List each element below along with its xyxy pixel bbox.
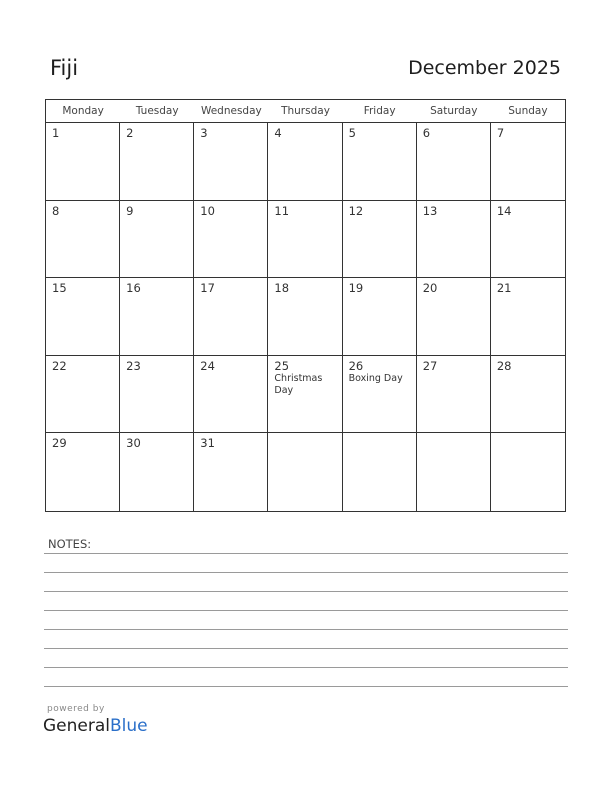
day-number: 29 <box>52 436 67 451</box>
day-cell <box>268 433 342 511</box>
day-number: 13 <box>422 203 438 218</box>
day-cell <box>343 433 417 511</box>
day-number: 26 <box>348 358 364 373</box>
day-cell <box>120 356 194 434</box>
day-cell <box>120 278 194 356</box>
weekday-header: Sunday <box>491 100 565 123</box>
day-cell <box>491 201 565 279</box>
day-cell <box>343 201 417 279</box>
day-cell <box>46 356 120 434</box>
weekday-header: Tuesday <box>120 100 194 123</box>
day-number: 27 <box>422 358 438 373</box>
notes-line <box>44 629 568 630</box>
calendar-month: December 2025 <box>408 57 561 79</box>
day-number: 12 <box>348 203 364 218</box>
day-cell <box>268 123 342 201</box>
weekday-header: Saturday <box>417 100 491 123</box>
day-number: 1 <box>52 126 60 140</box>
day-cell <box>46 201 120 279</box>
day-number: 20 <box>422 281 438 296</box>
day-number: 9 <box>126 203 134 218</box>
day-cell <box>194 123 268 201</box>
notes-line <box>44 553 568 554</box>
day-cell <box>417 278 491 356</box>
holiday-label: Christmas Day <box>274 372 323 396</box>
brand-general: General <box>43 716 110 736</box>
day-number: 11 <box>274 203 290 218</box>
day-cell <box>46 123 120 201</box>
day-number: 14 <box>496 203 512 218</box>
day-number: 5 <box>348 126 356 140</box>
day-cell <box>343 278 417 356</box>
day-cell <box>194 433 268 511</box>
day-number: 18 <box>274 281 290 296</box>
day-number: 10 <box>200 203 215 218</box>
notes-line <box>44 591 568 592</box>
calendar-grid <box>45 99 566 512</box>
day-number: 24 <box>200 358 215 373</box>
day-cell <box>120 433 194 511</box>
notes-line <box>44 667 568 668</box>
powered-by-text: powered by <box>47 704 105 714</box>
day-cell <box>194 356 268 434</box>
notes-line <box>44 686 568 687</box>
day-number: 25 <box>274 358 290 373</box>
notes-line <box>44 648 568 649</box>
day-cell <box>417 433 491 511</box>
day-cell <box>343 356 417 434</box>
day-number: 8 <box>52 203 60 218</box>
notes-line <box>44 610 568 611</box>
day-number: 28 <box>496 358 512 373</box>
calendar-country: Fiji <box>50 56 79 80</box>
day-cell <box>417 201 491 279</box>
day-number: 21 <box>496 281 512 296</box>
day-cell <box>491 278 565 356</box>
day-number: 19 <box>348 281 364 296</box>
weekday-header: Thursday <box>268 100 342 123</box>
holiday-label: Boxing Day <box>348 372 403 384</box>
generalblue-logo[interactable] <box>43 716 148 736</box>
day-number: 3 <box>200 126 208 140</box>
weekday-header: Monday <box>46 100 120 123</box>
day-cell <box>46 433 120 511</box>
day-cell <box>194 278 268 356</box>
day-number: 30 <box>126 436 141 451</box>
day-cell <box>120 201 194 279</box>
weekday-header: Friday <box>343 100 417 123</box>
day-cell <box>343 123 417 201</box>
day-cell <box>268 278 342 356</box>
notes-label: NOTES: <box>48 537 92 551</box>
day-number: 7 <box>496 126 505 140</box>
day-cell <box>417 123 491 201</box>
day-cell <box>120 123 194 201</box>
day-cell <box>46 278 120 356</box>
notes-line <box>44 572 568 573</box>
day-number: 31 <box>200 436 215 451</box>
day-number: 2 <box>126 126 134 140</box>
brand-blue: Blue <box>110 716 148 736</box>
day-cell <box>268 201 342 279</box>
day-cell <box>268 356 342 434</box>
day-cell <box>491 123 565 201</box>
day-number: 17 <box>200 281 215 296</box>
day-number: 23 <box>126 358 141 373</box>
weekday-header: Wednesday <box>194 100 268 123</box>
day-number: 22 <box>52 358 67 373</box>
day-cell <box>417 356 491 434</box>
day-cell <box>491 433 565 511</box>
day-number: 6 <box>422 126 431 140</box>
day-cell <box>491 356 565 434</box>
day-number: 15 <box>52 281 67 296</box>
day-cell <box>194 201 268 279</box>
day-number: 4 <box>274 126 282 140</box>
day-number: 16 <box>126 281 141 296</box>
